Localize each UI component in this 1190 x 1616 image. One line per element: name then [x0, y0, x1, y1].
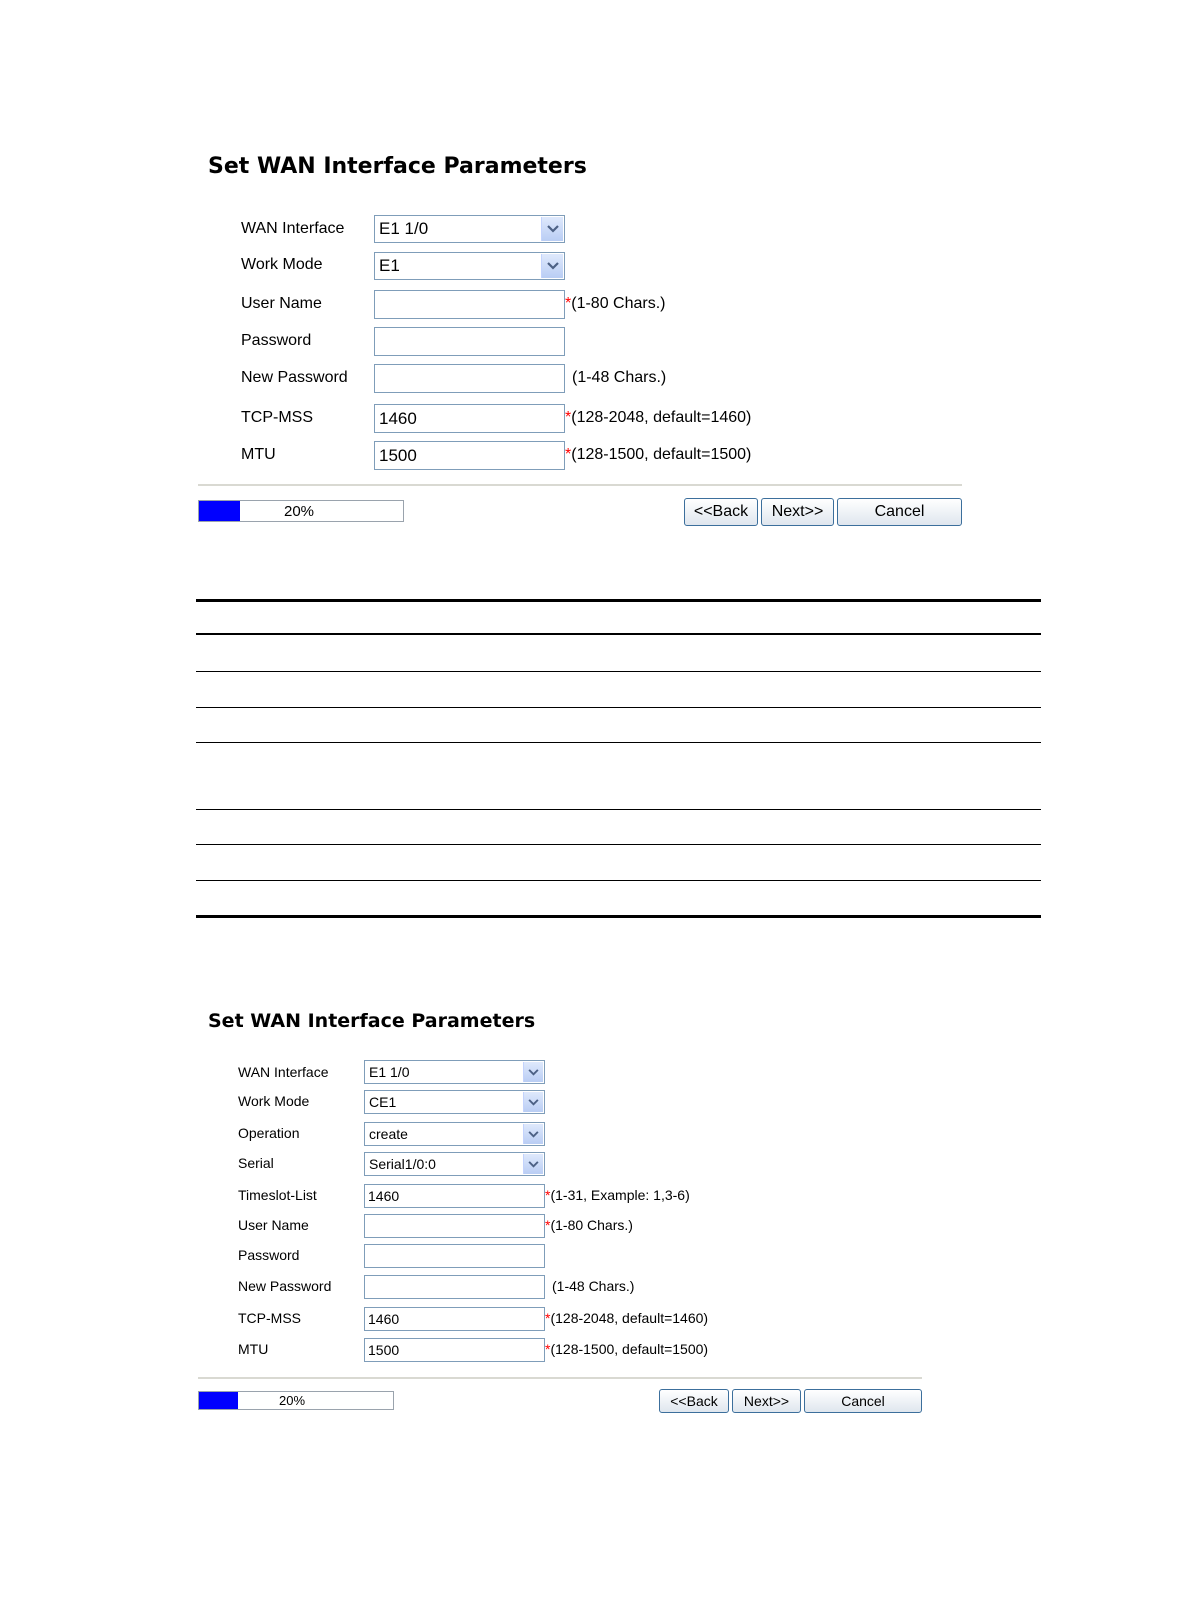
table-bottom-rule	[196, 915, 1041, 918]
password-label: Password	[241, 332, 312, 349]
required-mark: *	[565, 295, 572, 312]
operation-value: create	[369, 1126, 408, 1142]
work-mode-label: Work Mode	[241, 256, 323, 273]
separator	[198, 1377, 922, 1379]
user-name-input[interactable]	[374, 290, 565, 319]
work-mode-value: E1	[379, 256, 400, 275]
table-row-rule	[196, 809, 1041, 810]
required-mark: *	[565, 446, 572, 463]
screen1-panel	[0, 0, 1190, 540]
user-name-hint: *(1-80 Chars.)	[545, 1217, 633, 1233]
chevron-down-icon[interactable]	[541, 217, 563, 241]
serial-label: Serial	[238, 1155, 274, 1171]
wan-interface-select[interactable]	[374, 215, 565, 243]
work-mode-select[interactable]	[374, 252, 565, 280]
serial-value: Serial1/0:0	[369, 1156, 436, 1172]
chevron-down-icon[interactable]	[523, 1062, 543, 1082]
mtu-input[interactable]: 1500	[364, 1338, 545, 1362]
separator	[198, 484, 962, 486]
tcp-mss-input[interactable]: 1460	[374, 404, 565, 433]
tcp-mss-hint: *(128-2048, default=1460)	[565, 409, 752, 426]
mtu-input[interactable]: 1500	[374, 441, 565, 470]
table-row-rule	[196, 671, 1041, 672]
required-mark: *	[545, 1310, 551, 1326]
new-password-input[interactable]	[374, 364, 565, 393]
wan-interface-select[interactable]	[364, 1060, 545, 1084]
user-name-input[interactable]	[364, 1214, 545, 1238]
user-name-label: User Name	[238, 1217, 309, 1233]
new-password-hint: (1-48 Chars.)	[572, 369, 667, 386]
tcp-mss-hint: *(128-2048, default=1460)	[545, 1310, 709, 1326]
operation-label: Operation	[238, 1125, 300, 1141]
work-mode-value: CE1	[369, 1094, 397, 1110]
progress-fill	[199, 501, 240, 521]
required-mark: *	[565, 409, 572, 426]
progress-bar	[198, 1391, 394, 1410]
next-button[interactable]: Next>>	[761, 498, 834, 526]
new-password-label: New Password	[241, 369, 348, 386]
page-title: Set WAN Interface Parameters	[208, 1010, 536, 1032]
wan-interface-label: WAN Interface	[241, 220, 345, 237]
tcp-mss-input[interactable]: 1460	[364, 1307, 545, 1331]
table-header-rule	[196, 633, 1041, 635]
user-name-hint: *(1-80 Chars.)	[565, 295, 666, 312]
table-row-rule	[196, 742, 1041, 743]
required-mark: *	[545, 1217, 551, 1233]
table-row-rule	[196, 844, 1041, 845]
timeslot-list-input[interactable]: 1460	[364, 1184, 545, 1208]
serial-select[interactable]	[364, 1152, 545, 1176]
mtu-hint: *(128-1500, default=1500)	[545, 1341, 709, 1357]
chevron-down-icon[interactable]	[523, 1124, 543, 1144]
timeslot-list-label: Timeslot-List	[238, 1187, 317, 1203]
new-password-hint: (1-48 Chars.)	[552, 1278, 635, 1294]
chevron-down-icon[interactable]	[541, 254, 563, 278]
page-title: Set WAN Interface Parameters	[208, 154, 587, 179]
tcp-mss-label: TCP-MSS	[238, 1310, 301, 1326]
required-mark: *	[545, 1187, 551, 1203]
new-password-label: New Password	[238, 1278, 332, 1294]
progress-fill	[199, 1392, 238, 1409]
password-label: Password	[238, 1247, 300, 1263]
back-button[interactable]: <<Back	[659, 1389, 729, 1413]
cancel-button[interactable]: Cancel	[837, 498, 962, 526]
table-row-rule	[196, 880, 1041, 881]
password-input[interactable]	[374, 327, 565, 356]
operation-select[interactable]	[364, 1122, 545, 1146]
required-mark: *	[545, 1341, 551, 1357]
back-button[interactable]: <<Back	[684, 498, 758, 526]
table-row-rule	[196, 707, 1041, 708]
mtu-label: MTU	[238, 1341, 269, 1357]
work-mode-select[interactable]	[364, 1090, 545, 1114]
password-input[interactable]	[364, 1244, 545, 1268]
wan-interface-value: E1 1/0	[369, 1064, 410, 1080]
wan-interface-value: E1 1/0	[379, 219, 429, 238]
progress-bar	[198, 500, 404, 522]
chevron-down-icon[interactable]	[523, 1092, 543, 1112]
mtu-hint: *(128-1500, default=1500)	[565, 446, 752, 463]
table-top-rule	[196, 599, 1041, 602]
progress-text: 20%	[284, 502, 315, 520]
new-password-input[interactable]	[364, 1275, 545, 1299]
chevron-down-icon[interactable]	[523, 1154, 543, 1174]
progress-text: 20%	[279, 1393, 306, 1408]
tcp-mss-label: TCP-MSS	[241, 409, 313, 426]
work-mode-label: Work Mode	[238, 1093, 310, 1109]
wan-interface-label: WAN Interface	[238, 1064, 329, 1080]
user-name-label: User Name	[241, 295, 322, 312]
cancel-button[interactable]: Cancel	[804, 1389, 922, 1413]
timeslot-list-hint: *(1-31, Example: 1,3-6)	[545, 1187, 690, 1203]
mtu-label: MTU	[241, 446, 276, 463]
next-button[interactable]: Next>>	[732, 1389, 801, 1413]
